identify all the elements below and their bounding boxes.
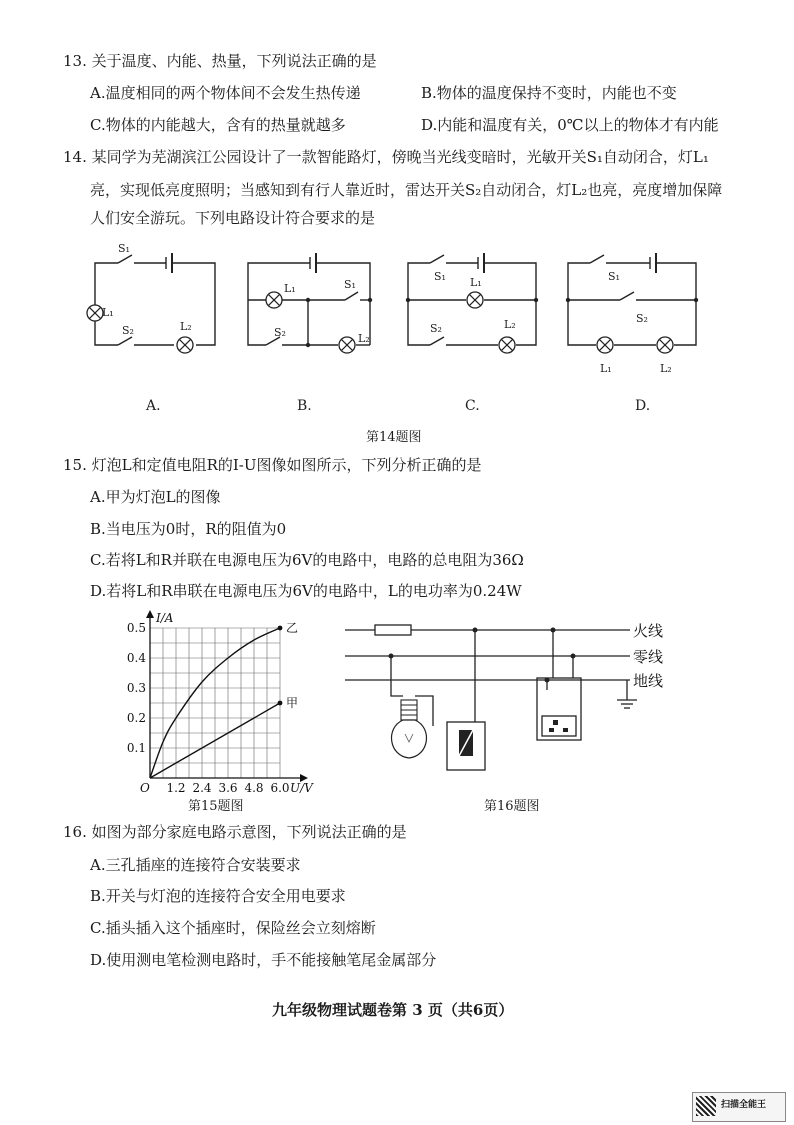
qr-code-icon <box>696 1096 716 1116</box>
x-axis-label: U/V <box>290 781 313 795</box>
x-tick-label: 1.2 <box>166 781 186 795</box>
series-label: 甲 <box>286 696 299 710</box>
q14-circuit-figures <box>70 238 730 428</box>
ground-wire-label: 地线 <box>633 672 664 690</box>
q15-option-c: C.若将L和R并联在电源电压为6V的电路中，电路的总电阻为36Ω <box>90 551 524 569</box>
series-endpoint <box>278 626 283 631</box>
q16-option-d: D.使用测电笔检测电路时，手不能接触笔尾金属部分 <box>90 951 437 969</box>
q16-stem: 16. 如图为部分家庭电路示意图，下列说法正确的是 <box>63 823 407 841</box>
series-label: 乙 <box>286 621 299 635</box>
origin-label: O <box>140 781 150 795</box>
x-tick-label: 6.0 <box>270 781 290 795</box>
y-tick-label: 0.4 <box>126 651 146 665</box>
q15-option-d: D.若将L和R串联在电源电压为6V的电路中，L的电功率为0.24W <box>90 582 522 600</box>
q13-option-d: D.内能和温度有关，0℃以上的物体才有内能 <box>421 116 719 134</box>
x-tick-label: 3.6 <box>218 781 238 795</box>
q15-option-b: B.当电压为0时，R的阻值为0 <box>90 520 287 538</box>
q14-stem-line2: 亮，实现低亮度照明；当感知到有行人靠近时，雷达开关S₂自动闭合，灯L₂也亮，亮度增加保障 <box>90 181 723 199</box>
y-tick-label: 0.3 <box>126 681 146 695</box>
label-b-s1: S₁ <box>344 278 356 291</box>
label-c-l2: L₂ <box>504 318 516 331</box>
page-footer: 九年级物理试题卷第 3 页（共6页） <box>272 1001 514 1019</box>
q16-option-a: A.三孔插座的连接符合安装要求 <box>90 856 301 874</box>
label-d-s1: S₁ <box>608 270 620 283</box>
y-tick-label: 0.2 <box>126 711 146 725</box>
live-wire-label: 火线 <box>633 622 664 640</box>
label-a-l2: L₂ <box>180 320 192 333</box>
scanner-watermark <box>692 1092 786 1122</box>
q16-option-b: B.开关与灯泡的连接符合安全用电要求 <box>90 887 346 905</box>
label-c-l1: L₁ <box>470 276 482 289</box>
series-endpoint <box>278 701 283 706</box>
label-b-s2: S₂ <box>274 326 286 339</box>
circuit-a <box>95 253 215 345</box>
q13-stem: 13. 关于温度、内能、热量，下列说法正确的是 <box>63 52 377 70</box>
fuse <box>375 625 411 635</box>
y-axis-arrow <box>146 610 154 618</box>
label-d-l2: L₂ <box>660 362 672 375</box>
iu-chart <box>110 608 313 795</box>
q15-stem: 15. 灯泡L和定值电阻R的I-U图像如图所示，下列分析正确的是 <box>63 456 482 474</box>
label-d-l1: L₁ <box>600 362 612 375</box>
label-b-l1: L₁ <box>284 282 296 295</box>
label-d-s2: S₂ <box>636 312 648 325</box>
q16-option-c: C.插头插入这个插座时，保险丝会立刻熔断 <box>90 919 376 937</box>
label-c-s1: S₁ <box>434 270 446 283</box>
light-bulb <box>392 700 427 758</box>
y-tick-label: 0.5 <box>126 621 146 635</box>
label-a-l1: L₁ <box>102 306 114 319</box>
q13-option-a: A.温度相同的两个物体间不会发生热传递 <box>90 84 361 102</box>
y-axis-label: I/A <box>156 611 174 625</box>
household-circuit-figure <box>345 616 675 796</box>
circuit-d <box>568 253 696 345</box>
label-a-s2: S₂ <box>122 324 134 337</box>
option-c-label: C. <box>465 398 480 414</box>
label-a-s1: S₁ <box>118 242 130 255</box>
neutral-wire-label: 零线 <box>633 648 664 666</box>
y-tick-label: 0.1 <box>126 741 146 755</box>
q13-option-b: B.物体的温度保持不变时，内能也不变 <box>421 84 677 102</box>
watermark-label: 扫描全能王 <box>721 1100 767 1110</box>
option-d-label: D. <box>635 398 651 414</box>
x-tick-label: 4.8 <box>244 781 264 795</box>
x-tick-label: 2.4 <box>192 781 212 795</box>
q14-stem-line3: 人们安全游玩。下列电路设计符合要求的是 <box>90 209 376 227</box>
q15-caption: 第15题图 <box>188 799 244 814</box>
q14-caption: 第14题图 <box>366 430 422 445</box>
q13-option-c: C.物体的内能越大，含有的热量就越多 <box>90 116 346 134</box>
q16-caption: 第16题图 <box>484 799 540 814</box>
q15-option-a: A.甲为灯泡L的图像 <box>90 488 221 506</box>
label-c-s2: S₂ <box>430 322 442 335</box>
option-a-label: A. <box>146 398 161 414</box>
option-b-label: B. <box>297 398 312 414</box>
q14-stem-line1: 14. 某同学为芜湖滨江公园设计了一款智能路灯，傍晚当光线变暗时，光敏开关S₁自动闭合，灯L₁ <box>63 148 709 166</box>
label-b-l2: L₂ <box>358 332 370 345</box>
